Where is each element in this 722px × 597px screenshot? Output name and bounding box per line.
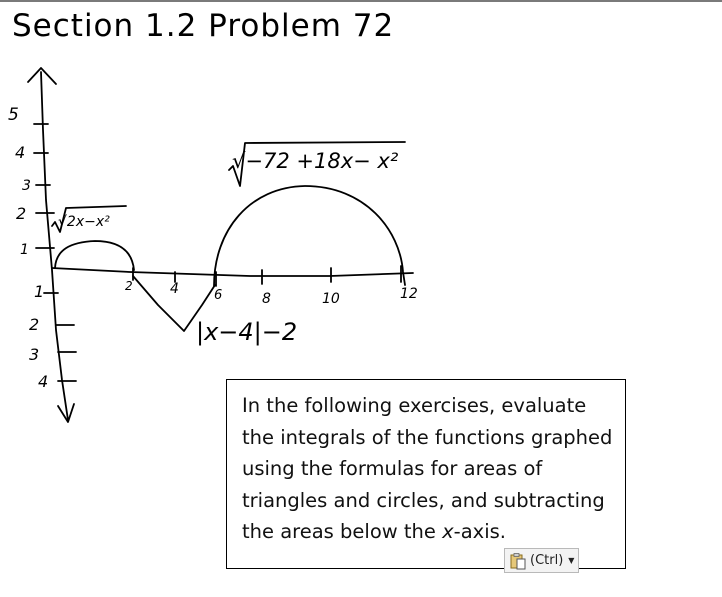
instruction-line-5-prefix: the areas below the — [242, 520, 443, 543]
y-label-5: 5 — [8, 105, 19, 125]
chevron-down-icon: ▼ — [568, 556, 575, 565]
y-label-neg3: 3 — [29, 345, 40, 364]
y-label-neg2: 2 — [29, 315, 40, 334]
small-semicircle-curve — [55, 241, 134, 270]
instruction-line-5-suffix: -axis. — [453, 520, 506, 543]
large-semicircle-curve — [214, 186, 405, 286]
instruction-text — [242, 390, 617, 548]
x-label-6: 6 — [214, 288, 223, 303]
paste-options-button[interactable] — [504, 548, 579, 573]
instruction-line-4: triangles and circles, and subtracting — [242, 488, 605, 512]
x-label-12: 12 — [400, 286, 418, 302]
instruction-line-3: using the formulas for areas of — [242, 457, 543, 480]
x-label-2: 2 — [125, 279, 133, 293]
paste-options-label: (Ctrl) — [530, 553, 564, 568]
label-small-semicircle: √2x−x² — [58, 214, 110, 230]
label-large-semicircle: √−72 +18x− x² — [232, 149, 399, 173]
instruction-text-box[interactable] — [226, 379, 626, 569]
instruction-line-1: In the following exercises, evaluate — [242, 394, 587, 417]
x-axis — [52, 268, 413, 276]
page-title: Section 1.2 Problem 72 — [12, 8, 395, 44]
y-label-2: 2 — [16, 204, 27, 223]
y-label-neg4: 4 — [38, 372, 49, 391]
x-label-4: 4 — [170, 281, 179, 297]
instruction-line-5-variable: x — [442, 520, 454, 543]
label-abs-value: |x−4|−2 — [196, 318, 298, 346]
y-label-1: 1 — [20, 242, 29, 258]
y-label-4: 4 — [15, 143, 26, 162]
instruction-line-2: the integrals of the functions graphed — [242, 425, 613, 449]
x-label-8: 8 — [262, 291, 271, 307]
clipboard-icon — [509, 552, 527, 570]
x-label-10: 10 — [322, 291, 340, 307]
y-label-3: 3 — [22, 178, 31, 194]
y-label-neg1: 1 — [34, 282, 45, 301]
